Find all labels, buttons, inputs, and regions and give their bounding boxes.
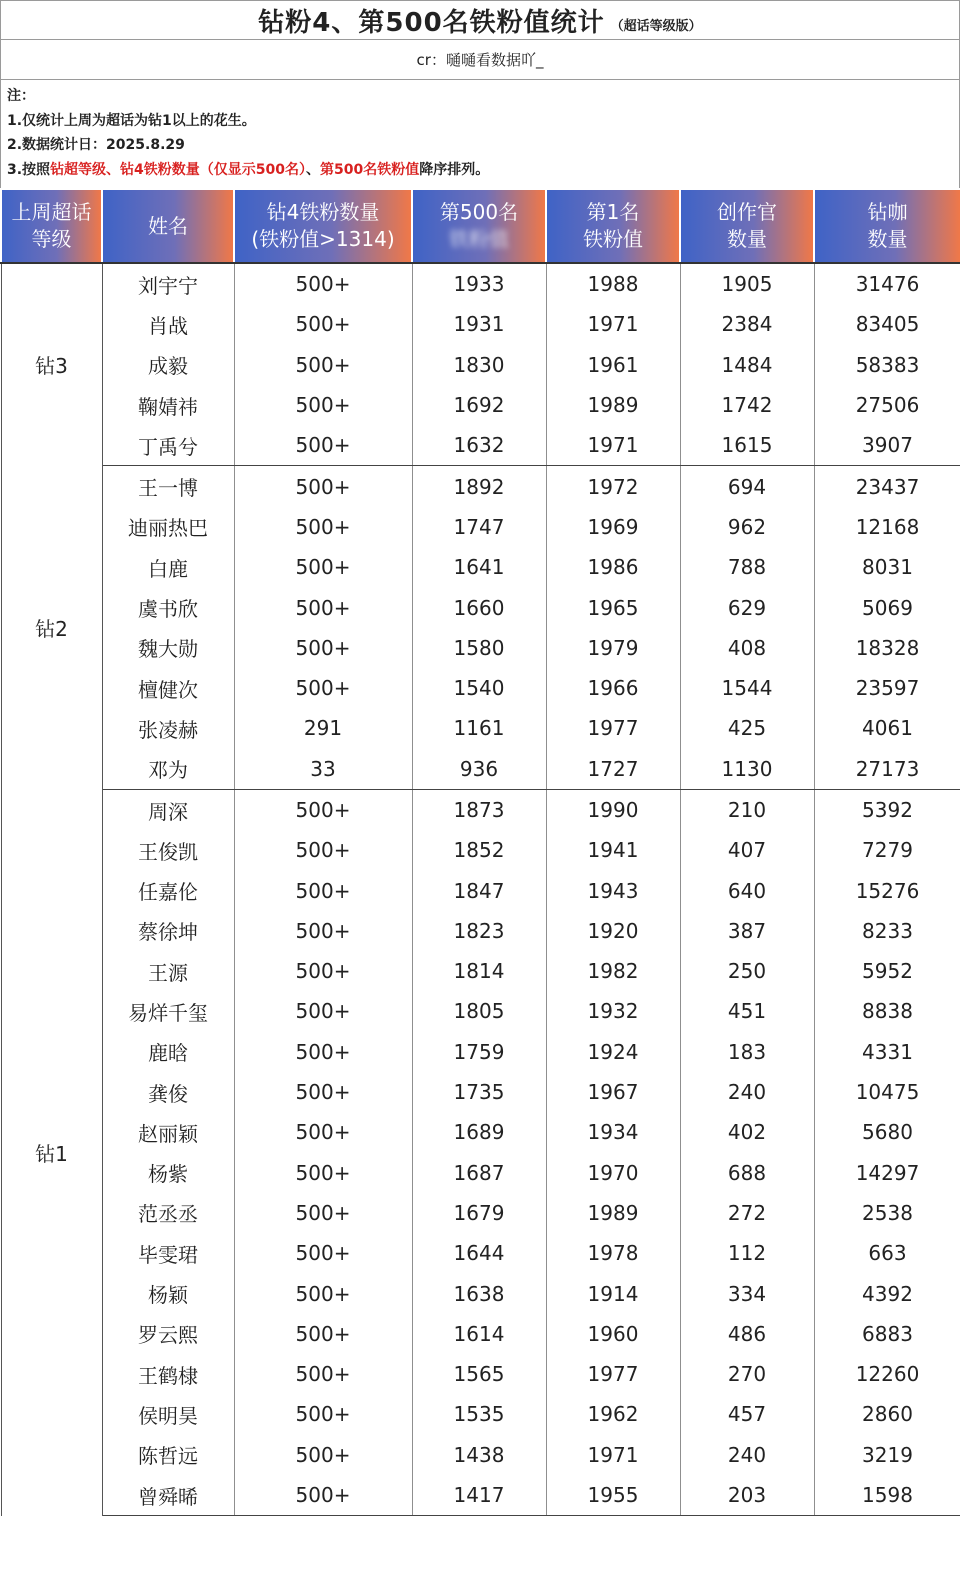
rank500-cell: 1933 — [412, 263, 546, 304]
rank1-cell: 1990 — [546, 789, 680, 830]
rank1-cell: 1932 — [546, 991, 680, 1031]
rank500-cell: 1823 — [412, 911, 546, 951]
rank1-cell: 1972 — [546, 466, 680, 507]
name-cell: 虞书欣 — [102, 587, 234, 627]
diamond-count-cell: 23597 — [814, 668, 960, 708]
rank1-cell: 1979 — [546, 628, 680, 668]
rank500-cell: 1873 — [412, 789, 546, 830]
rank500-cell: 1814 — [412, 951, 546, 991]
table-row — [1, 587, 960, 627]
table-row — [1, 1314, 960, 1354]
fan-count-cell: 500+ — [234, 628, 412, 668]
rank500-cell: 1747 — [412, 507, 546, 547]
table-row — [1, 1394, 960, 1434]
table-row — [1, 1072, 960, 1112]
table-row — [1, 1233, 960, 1273]
rank1-cell: 1914 — [546, 1273, 680, 1313]
diamond-count-cell: 10475 — [814, 1072, 960, 1112]
credit-text: cr：嗵嗵看数据吖_ — [416, 51, 544, 69]
diamond-count-cell: 2538 — [814, 1193, 960, 1233]
creator-count-cell: 1742 — [680, 385, 814, 425]
creator-count-cell: 408 — [680, 628, 814, 668]
notes-line-3-highlight-1: 钻超等级、钻4铁粉数量（仅显示500名） — [50, 161, 307, 178]
creator-count-cell: 240 — [680, 1435, 814, 1475]
rank1-cell: 1961 — [546, 345, 680, 385]
header-diamond-count: 钻咖 数量 — [814, 189, 960, 263]
fan-count-cell: 500+ — [234, 1273, 412, 1313]
rank1-cell: 1960 — [546, 1314, 680, 1354]
level-cell: 钻2 — [1, 466, 102, 789]
rank1-cell: 1962 — [546, 1394, 680, 1434]
fan-count-cell: 500+ — [234, 1233, 412, 1273]
creator-count-cell: 457 — [680, 1394, 814, 1434]
table-row — [1, 547, 960, 587]
rank1-cell: 1966 — [546, 668, 680, 708]
rank500-cell: 1805 — [412, 991, 546, 1031]
fan-count-cell: 500+ — [234, 1072, 412, 1112]
diamond-count-cell: 18328 — [814, 628, 960, 668]
diamond-count-cell: 5392 — [814, 789, 960, 830]
rank1-cell: 1989 — [546, 1193, 680, 1233]
creator-count-cell: 486 — [680, 1314, 814, 1354]
name-cell: 魏大勋 — [102, 628, 234, 668]
diamond-count-cell: 7279 — [814, 830, 960, 870]
fan-count-cell: 291 — [234, 708, 412, 748]
table-row — [1, 1435, 960, 1475]
creator-count-cell: 250 — [680, 951, 814, 991]
diamond-count-cell: 3219 — [814, 1435, 960, 1475]
table-row — [1, 911, 960, 951]
fan-count-cell: 500+ — [234, 911, 412, 951]
rank500-cell: 1614 — [412, 1314, 546, 1354]
header-fan-count: 钻4铁粉数量 (铁粉值>1314) — [234, 189, 412, 263]
name-cell: 陈哲远 — [102, 1435, 234, 1475]
fan-count-cell: 500+ — [234, 425, 412, 466]
fan-count-cell: 500+ — [234, 507, 412, 547]
name-cell: 成毅 — [102, 345, 234, 385]
name-cell: 白鹿 — [102, 547, 234, 587]
rank500-cell: 1641 — [412, 547, 546, 587]
name-cell: 赵丽颖 — [102, 1112, 234, 1152]
diamond-count-cell: 23437 — [814, 466, 960, 507]
table-row — [1, 991, 960, 1031]
table-row — [1, 345, 960, 385]
fan-count-cell: 500+ — [234, 870, 412, 910]
rank1-cell: 1989 — [546, 385, 680, 425]
rank1-cell: 1920 — [546, 911, 680, 951]
table-row — [1, 870, 960, 910]
creator-count-cell: 1905 — [680, 263, 814, 304]
diamond-count-cell: 4331 — [814, 1032, 960, 1072]
creator-count-cell: 1544 — [680, 668, 814, 708]
notes-heading: 注： — [7, 88, 35, 104]
creator-count-cell: 272 — [680, 1193, 814, 1233]
rank1-cell: 1971 — [546, 304, 680, 344]
fan-count-cell: 500+ — [234, 1435, 412, 1475]
table-row — [1, 385, 960, 425]
fan-count-cell: 500+ — [234, 1394, 412, 1434]
diamond-count-cell: 12260 — [814, 1354, 960, 1394]
table-row — [1, 1273, 960, 1313]
name-cell: 鹿晗 — [102, 1032, 234, 1072]
rank1-cell: 1988 — [546, 263, 680, 304]
table-row — [1, 749, 960, 790]
creator-count-cell: 451 — [680, 991, 814, 1031]
rank500-cell: 1735 — [412, 1072, 546, 1112]
name-cell: 肖战 — [102, 304, 234, 344]
diamond-count-cell: 1598 — [814, 1475, 960, 1516]
creator-count-cell: 1615 — [680, 425, 814, 466]
creator-count-cell: 640 — [680, 870, 814, 910]
rank1-cell: 1977 — [546, 1354, 680, 1394]
creator-count-cell: 788 — [680, 547, 814, 587]
name-cell: 邓为 — [102, 749, 234, 790]
diamond-count-cell: 12168 — [814, 507, 960, 547]
table-header — [1, 189, 960, 263]
rank500-cell: 1660 — [412, 587, 546, 627]
table-row — [1, 1193, 960, 1233]
diamond-count-cell: 4061 — [814, 708, 960, 748]
diamond-count-cell: 27173 — [814, 749, 960, 790]
rank1-cell: 1934 — [546, 1112, 680, 1152]
name-cell: 迪丽热巴 — [102, 507, 234, 547]
table-row — [1, 1153, 960, 1193]
rank1-cell: 1955 — [546, 1475, 680, 1516]
header-name: 姓名 — [102, 189, 234, 263]
creator-count-cell: 1484 — [680, 345, 814, 385]
diamond-count-cell: 15276 — [814, 870, 960, 910]
fan-count-cell: 500+ — [234, 1032, 412, 1072]
name-cell: 范丞丞 — [102, 1193, 234, 1233]
table-row — [1, 628, 960, 668]
name-cell: 张凌赫 — [102, 708, 234, 748]
rank1-cell: 1971 — [546, 425, 680, 466]
header-creator-count: 创作官 数量 — [680, 189, 814, 263]
diamond-count-cell: 663 — [814, 1233, 960, 1273]
page-title: 钻粉4、第500名铁粉值统计 — [258, 7, 605, 38]
table-row — [1, 1032, 960, 1072]
creator-count-cell: 694 — [680, 466, 814, 507]
level-cell: 钻3 — [1, 263, 102, 466]
name-cell: 周深 — [102, 789, 234, 830]
table-row — [1, 1112, 960, 1152]
notes-line-3-prefix: 3.按照 — [7, 161, 51, 178]
diamond-count-cell: 58383 — [814, 345, 960, 385]
table-body — [1, 263, 960, 1516]
rank1-cell: 1982 — [546, 951, 680, 991]
fan-count-cell: 500+ — [234, 547, 412, 587]
notes-line-3-separator: 、 — [306, 161, 321, 178]
table-row — [1, 668, 960, 708]
fan-count-cell: 500+ — [234, 991, 412, 1031]
fan-count-cell: 500+ — [234, 1354, 412, 1394]
rank500-cell: 1892 — [412, 466, 546, 507]
table-row — [1, 708, 960, 748]
diamond-count-cell: 31476 — [814, 263, 960, 304]
fan-count-cell: 500+ — [234, 466, 412, 507]
rank500-cell: 1535 — [412, 1394, 546, 1434]
fan-count-cell: 500+ — [234, 951, 412, 991]
rank1-cell: 1970 — [546, 1153, 680, 1193]
creator-count-cell: 112 — [680, 1233, 814, 1273]
fan-count-cell: 500+ — [234, 345, 412, 385]
creator-count-cell: 688 — [680, 1153, 814, 1193]
table-row — [1, 466, 960, 507]
diamond-count-cell: 6883 — [814, 1314, 960, 1354]
table-row — [1, 1354, 960, 1394]
rank1-cell: 1965 — [546, 587, 680, 627]
rank1-cell: 1924 — [546, 1032, 680, 1072]
fan-count-cell: 500+ — [234, 1314, 412, 1354]
name-cell: 丁禹兮 — [102, 425, 234, 466]
table-row — [1, 507, 960, 547]
table-row — [1, 1475, 960, 1516]
rank500-cell: 1692 — [412, 385, 546, 425]
creator-count-cell: 270 — [680, 1354, 814, 1394]
name-cell: 侯明昊 — [102, 1394, 234, 1434]
creator-count-cell: 962 — [680, 507, 814, 547]
rank500-cell: 1687 — [412, 1153, 546, 1193]
table-row — [1, 830, 960, 870]
rank500-cell: 1644 — [412, 1233, 546, 1273]
rank500-cell: 1759 — [412, 1032, 546, 1072]
creator-count-cell: 240 — [680, 1072, 814, 1112]
name-cell: 龚俊 — [102, 1072, 234, 1112]
table-row — [1, 263, 960, 304]
rank500-cell: 1540 — [412, 668, 546, 708]
stats-table — [0, 188, 960, 1516]
credit-line — [0, 40, 960, 80]
name-cell: 王俊凯 — [102, 830, 234, 870]
name-cell: 毕雯珺 — [102, 1233, 234, 1273]
rank1-cell: 1971 — [546, 1435, 680, 1475]
creator-count-cell: 407 — [680, 830, 814, 870]
notes-block — [0, 80, 960, 188]
diamond-count-cell: 3907 — [814, 425, 960, 466]
rank1-cell: 1977 — [546, 708, 680, 748]
diamond-count-cell: 8838 — [814, 991, 960, 1031]
header-rank1-value: 第1名 铁粉值 — [546, 189, 680, 263]
name-cell: 刘宇宁 — [102, 263, 234, 304]
rank500-cell: 1417 — [412, 1475, 546, 1516]
table-row — [1, 425, 960, 466]
rank500-cell: 1438 — [412, 1435, 546, 1475]
table-row — [1, 304, 960, 344]
title-bar — [0, 0, 960, 40]
name-cell: 王一博 — [102, 466, 234, 507]
fan-count-cell: 500+ — [234, 385, 412, 425]
rank500-cell: 1632 — [412, 425, 546, 466]
creator-count-cell: 402 — [680, 1112, 814, 1152]
name-cell: 鞠婧祎 — [102, 385, 234, 425]
name-cell: 罗云熙 — [102, 1314, 234, 1354]
creator-count-cell: 425 — [680, 708, 814, 748]
fan-count-cell: 500+ — [234, 668, 412, 708]
name-cell: 杨颖 — [102, 1273, 234, 1313]
creator-count-cell: 210 — [680, 789, 814, 830]
fan-count-cell: 500+ — [234, 830, 412, 870]
name-cell: 任嘉伦 — [102, 870, 234, 910]
rank500-cell: 936 — [412, 749, 546, 790]
rank500-cell: 1565 — [412, 1354, 546, 1394]
diamond-count-cell: 4392 — [814, 1273, 960, 1313]
name-cell: 易烊千玺 — [102, 991, 234, 1031]
header-level: 上周超话 等级 — [1, 189, 102, 263]
name-cell: 杨紫 — [102, 1153, 234, 1193]
name-cell: 王鹤棣 — [102, 1354, 234, 1394]
diamond-count-cell: 5680 — [814, 1112, 960, 1152]
rank1-cell: 1727 — [546, 749, 680, 790]
diamond-count-cell: 5069 — [814, 587, 960, 627]
creator-count-cell: 334 — [680, 1273, 814, 1313]
header-rank500-value: 第500名 铁粉值 — [412, 189, 546, 263]
creator-count-cell: 183 — [680, 1032, 814, 1072]
name-cell: 蔡徐坤 — [102, 911, 234, 951]
notes-line-1: 1.仅统计上周为超话为钻1以上的花生。 — [7, 112, 256, 129]
page-subtitle: （超话等级版） — [610, 18, 702, 34]
rank500-cell: 1931 — [412, 304, 546, 344]
diamond-count-cell: 27506 — [814, 385, 960, 425]
rank1-cell: 1986 — [546, 547, 680, 587]
table-row — [1, 789, 960, 830]
table-row — [1, 951, 960, 991]
creator-count-cell: 1130 — [680, 749, 814, 790]
fan-count-cell: 33 — [234, 749, 412, 790]
fan-count-cell: 500+ — [234, 1193, 412, 1233]
creator-count-cell: 2384 — [680, 304, 814, 344]
notes-line-2: 2.数据统计日：2025.8.29 — [7, 137, 185, 153]
notes-line-3-highlight-2: 第500名铁粉值 — [320, 161, 420, 178]
name-cell: 曾舜晞 — [102, 1475, 234, 1516]
creator-count-cell: 203 — [680, 1475, 814, 1516]
creator-count-cell: 629 — [680, 587, 814, 627]
diamond-count-cell: 5952 — [814, 951, 960, 991]
diamond-count-cell: 14297 — [814, 1153, 960, 1193]
rank500-cell: 1580 — [412, 628, 546, 668]
fan-count-cell: 500+ — [234, 587, 412, 627]
level-cell: 钻1 — [1, 789, 102, 1515]
rank1-cell: 1943 — [546, 870, 680, 910]
rank500-cell: 1689 — [412, 1112, 546, 1152]
rank500-cell: 1847 — [412, 870, 546, 910]
rank500-cell: 1830 — [412, 345, 546, 385]
notes-line-3 — [7, 158, 953, 183]
name-cell: 王源 — [102, 951, 234, 991]
fan-count-cell: 500+ — [234, 304, 412, 344]
header-row — [1, 189, 960, 263]
name-cell: 檀健次 — [102, 668, 234, 708]
fan-count-cell: 500+ — [234, 1153, 412, 1193]
diamond-count-cell: 8233 — [814, 911, 960, 951]
rank1-cell: 1969 — [546, 507, 680, 547]
rank1-cell: 1978 — [546, 1233, 680, 1273]
rank500-cell: 1679 — [412, 1193, 546, 1233]
diamond-count-cell: 8031 — [814, 547, 960, 587]
creator-count-cell: 387 — [680, 911, 814, 951]
rank1-cell: 1967 — [546, 1072, 680, 1112]
notes-line-3-suffix: 降序排列。 — [419, 161, 490, 178]
fan-count-cell: 500+ — [234, 1112, 412, 1152]
fan-count-cell: 500+ — [234, 789, 412, 830]
rank500-cell: 1638 — [412, 1273, 546, 1313]
rank500-cell: 1161 — [412, 708, 546, 748]
fan-count-cell: 500+ — [234, 1475, 412, 1516]
diamond-count-cell: 83405 — [814, 304, 960, 344]
diamond-count-cell: 2860 — [814, 1394, 960, 1434]
fan-count-cell: 500+ — [234, 263, 412, 304]
rank500-cell: 1852 — [412, 830, 546, 870]
rank1-cell: 1941 — [546, 830, 680, 870]
